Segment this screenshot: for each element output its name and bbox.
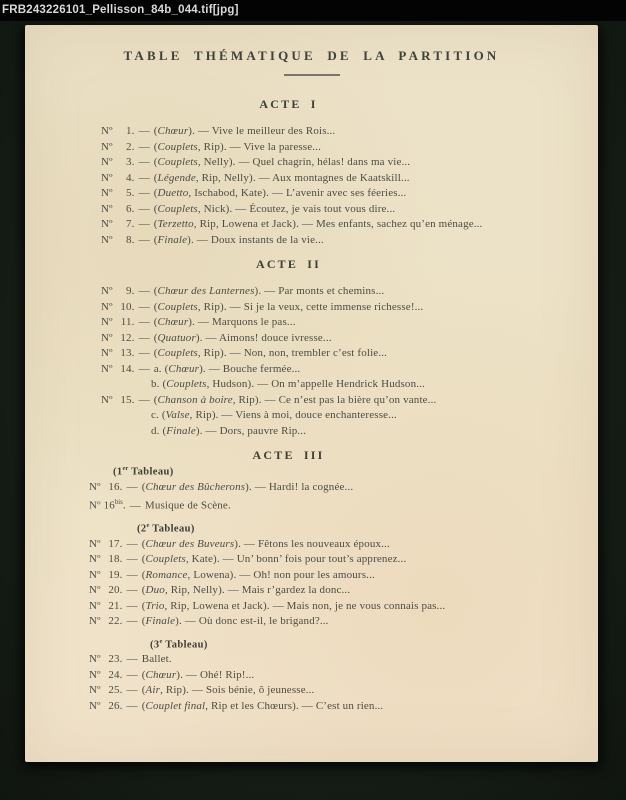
- table-entry: Nº 25. — (Air, Rip). — Sois bénie, ô jeunesse...: [89, 683, 598, 699]
- table-entry: Nº 24. — (Chœur). — Ohé! Rip!...: [89, 668, 598, 684]
- entry-text: (Romance, Lowena). — Oh! non pour les amours...: [141, 568, 375, 581]
- act-section: [25, 465, 598, 514]
- entries-list: [25, 124, 598, 248]
- act-heading: ACTE III: [252, 448, 325, 462]
- act-heading: ACTE I: [259, 97, 318, 111]
- entry-text: (Duo, Rip, Nelly). — Mais r’gardez la donc...: [141, 584, 351, 597]
- tableau-label: (1er Tableau): [113, 465, 174, 478]
- entries-list: [25, 480, 598, 515]
- table-entry: Nº 3. — (Couplets, Nelly). — Quel chagrin, hélas! dans ma vie...: [101, 155, 598, 171]
- entry-number: Nº 14.: [101, 362, 135, 375]
- entries-list: [25, 652, 598, 714]
- entry-number: Nº 12.: [101, 331, 135, 344]
- entry-text: (Couplets, Kate). — Un’ bonn’ fois pour tout’s apprenez...: [141, 553, 407, 566]
- entry-number: Nº 22.: [89, 615, 123, 628]
- table-entry: Nº 7. — (Terzetto, Rip, Lowena et Jack). — Mes enfants, sachez qu’en ménage...: [101, 217, 598, 233]
- acts-container: [25, 97, 598, 714]
- entry-text: (Chanson à boire, Rip). — Ce n’est pas la bière qu’on vante...: [153, 393, 437, 406]
- entry-number: Nº 16.: [89, 480, 123, 493]
- scanned-page: [25, 25, 598, 762]
- entry-text: a. (Chœur). — Bouche fermée...: [153, 362, 301, 375]
- act-2: [25, 257, 598, 439]
- page-title: TABLE THÉMATIQUE DE LA PARTITION: [123, 48, 500, 63]
- entries-list: [25, 284, 598, 439]
- entry-number: Nº 13.: [101, 347, 135, 359]
- table-entry: Nº 21. — (Trio, Rip, Lowena et Jack). — Mais non, je ne vous connais pas...: [89, 599, 598, 615]
- entry-number: Nº 23.: [89, 653, 123, 666]
- act-section: [25, 638, 598, 715]
- entry-text: Musique de Scène.: [144, 499, 231, 512]
- title-rule: [284, 74, 340, 76]
- entry-number: Nº 25.: [89, 684, 123, 697]
- table-entry: Nº 13. — (Couplets, Rip). — Non, non, trembler c’est folie...: [101, 346, 598, 362]
- entry-number: Nº 4.: [101, 171, 135, 184]
- tableau-label: (3e Tableau): [150, 637, 208, 651]
- entry-number: Nº 24.: [89, 668, 123, 681]
- table-entry: [101, 424, 598, 440]
- act-section: [25, 522, 598, 630]
- table-entry: Nº 17. — (Chœur des Buveurs). — Fêtons les nouveaux époux...: [89, 537, 598, 553]
- entry-text: (Chœur). — Vive le meilleur des Rois...: [153, 125, 336, 137]
- table-entry: Nº 19. — (Romance, Lowena). — Oh! non pour les amours...: [89, 568, 598, 584]
- table-entry: Nº 9. — (Chœur des Lanternes). — Par monts et chemins...: [101, 284, 598, 300]
- table-entry: Nº 14. — a. (Chœur). — Bouche fermée...: [101, 362, 598, 378]
- entry-text: Ballet.: [141, 653, 172, 666]
- table-entry: Nº $16^{bis}$. — Musique de Scène.: [89, 495, 598, 514]
- entry-number: Nº 9.: [101, 285, 135, 297]
- entries-list: [25, 537, 598, 630]
- entry-text: (Couplets, Nick). — Écoutez, je vais tout vous dire...: [153, 202, 396, 215]
- table-entry: Nº 22. — (Finale). — Où donc est-il, le brigand?...: [89, 614, 598, 630]
- entry-number: Nº 5.: [101, 187, 135, 199]
- table-entry: Nº 15. — (Chanson à boire, Rip). — Ce n’est pas la bière qu’on vante...: [101, 393, 598, 409]
- act-section: [25, 284, 598, 439]
- table-entry: Nº 10. — (Couplets, Rip). — Si je la veux, cette immense richesse!...: [101, 300, 598, 316]
- act-section: [25, 124, 598, 248]
- entry-text: (Finale). — Où donc est-il, le brigand?...: [141, 615, 329, 628]
- entry-text: d. (Finale). — Dors, pauvre Rip...: [151, 424, 307, 437]
- filename-label: FRB243226101_Pellisson_84b_044.tif[jpg]: [2, 4, 239, 16]
- act-1: [25, 97, 598, 248]
- entry-number: Nº 2.: [101, 140, 135, 153]
- table-entry: Nº 11. — (Chœur). — Marquons le pas...: [101, 315, 598, 331]
- entry-text: (Finale). — Doux instants de la vie...: [153, 233, 324, 246]
- entry-number: Nº 20.: [89, 584, 123, 597]
- table-entry: Nº 18. — (Couplets, Kate). — Un’ bonn’ fois pour tout’s apprenez...: [89, 552, 598, 568]
- entry-text: (Duetto, Ischabod, Kate). — L’avenir avec ses féeries...: [153, 187, 407, 199]
- entry-number: Nº 15.: [101, 393, 135, 406]
- table-entry: Nº 4. — (Légende, Rip, Nelly). — Aux montagnes de Kaatskill...: [101, 171, 598, 187]
- table-entry: Nº 6. — (Couplets, Nick). — Écoutez, je vais tout vous dire...: [101, 202, 598, 218]
- table-entry: Nº 26. — (Couplet final, Rip et les Chœurs). — C’est un rien...: [89, 699, 598, 715]
- entry-text: c. (Valse, Rip). — Viens à moi, douce enchanteresse...: [151, 409, 397, 421]
- window-title-bar: [0, 0, 626, 21]
- entry-number: Nº 11.: [101, 316, 135, 328]
- entry-text: (Chœur). — Ohé! Rip!...: [141, 668, 255, 681]
- act-heading: ACTE II: [255, 257, 322, 271]
- entry-text: (Air, Rip). — Sois bénie, ô jeunesse...: [141, 684, 315, 697]
- entry-number: Nº 8.: [101, 233, 135, 246]
- entry-text: (Couplets, Rip). — Non, non, trembler c’est folie...: [153, 347, 388, 359]
- entry-number: Nº 18.: [89, 553, 123, 566]
- table-entry: Nº 2. — (Couplets, Rip). — Vive la paresse...: [101, 140, 598, 156]
- entry-number: Nº $16^{bis}$.: [89, 499, 126, 512]
- table-entry: Nº 5. — (Duetto, Ischabod, Kate). — L’avenir avec ses féeries...: [101, 186, 598, 202]
- entry-text: b. (Couplets, Hudson). — On m’appelle Hendrick Hudson...: [151, 378, 425, 390]
- entry-number: Nº 3.: [101, 156, 135, 168]
- entry-text: (Chœur des Lanternes). — Par monts et chemins...: [153, 285, 385, 297]
- entry-number: Nº 6.: [101, 202, 135, 215]
- entry-text: (Couplets, Nelly). — Quel chagrin, hélas! dans ma vie...: [153, 156, 411, 168]
- table-entry: [101, 408, 598, 424]
- entry-text: (Trio, Rip, Lowena et Jack). — Mais non, je ne vous connais pas...: [141, 599, 446, 612]
- entry-number: Nº 17.: [89, 537, 123, 550]
- entry-text: (Terzetto, Rip, Lowena et Jack). — Mes enfants, sachez qu’en ménage...: [153, 218, 483, 230]
- entry-text: (Couplets, Rip). — Si je la veux, cette immense richesse!...: [153, 300, 424, 313]
- act-3: [25, 448, 598, 714]
- entry-text: (Couplet final, Rip et les Chœurs). — C’est un rien...: [141, 699, 384, 712]
- entry-number: Nº 10.: [101, 300, 135, 313]
- tableau-label: (2e Tableau): [137, 522, 195, 535]
- entry-text: (Couplets, Rip). — Vive la paresse...: [153, 140, 321, 153]
- table-entry: Nº 23. — Ballet.: [89, 652, 598, 668]
- table-entry: Nº 8. — (Finale). — Doux instants de la vie...: [101, 233, 598, 249]
- entry-number: Nº 26.: [89, 699, 123, 712]
- entry-number: Nº 1.: [101, 125, 135, 137]
- table-entry: Nº 16. — (Chœur des Bûcherons). — Hardi! la cognée...: [89, 480, 598, 496]
- table-entry: Nº 20. — (Duo, Rip, Nelly). — Mais r’gardez la donc...: [89, 583, 598, 599]
- entry-number: Nº 19.: [89, 568, 123, 581]
- table-entry: Nº 12. — (Quatuor). — Aimons! douce ivresse...: [101, 331, 598, 347]
- table-entry: Nº 1. — (Chœur). — Vive le meilleur des Rois...: [101, 124, 598, 140]
- entry-text: (Quatuor). — Aimons! douce ivresse...: [153, 331, 332, 344]
- entry-text: (Chœur des Bûcherons). — Hardi! la cognée...: [141, 480, 354, 493]
- table-entry: [101, 377, 598, 393]
- entry-number: Nº 21.: [89, 599, 123, 612]
- entry-text: (Chœur). — Marquons le pas...: [153, 316, 296, 328]
- entry-text: (Chœur des Buveurs). — Fêtons les nouveaux époux...: [141, 537, 390, 550]
- entry-text: (Légende, Rip, Nelly). — Aux montagnes de Kaatskill...: [153, 171, 410, 184]
- entry-number: Nº 7.: [101, 218, 135, 230]
